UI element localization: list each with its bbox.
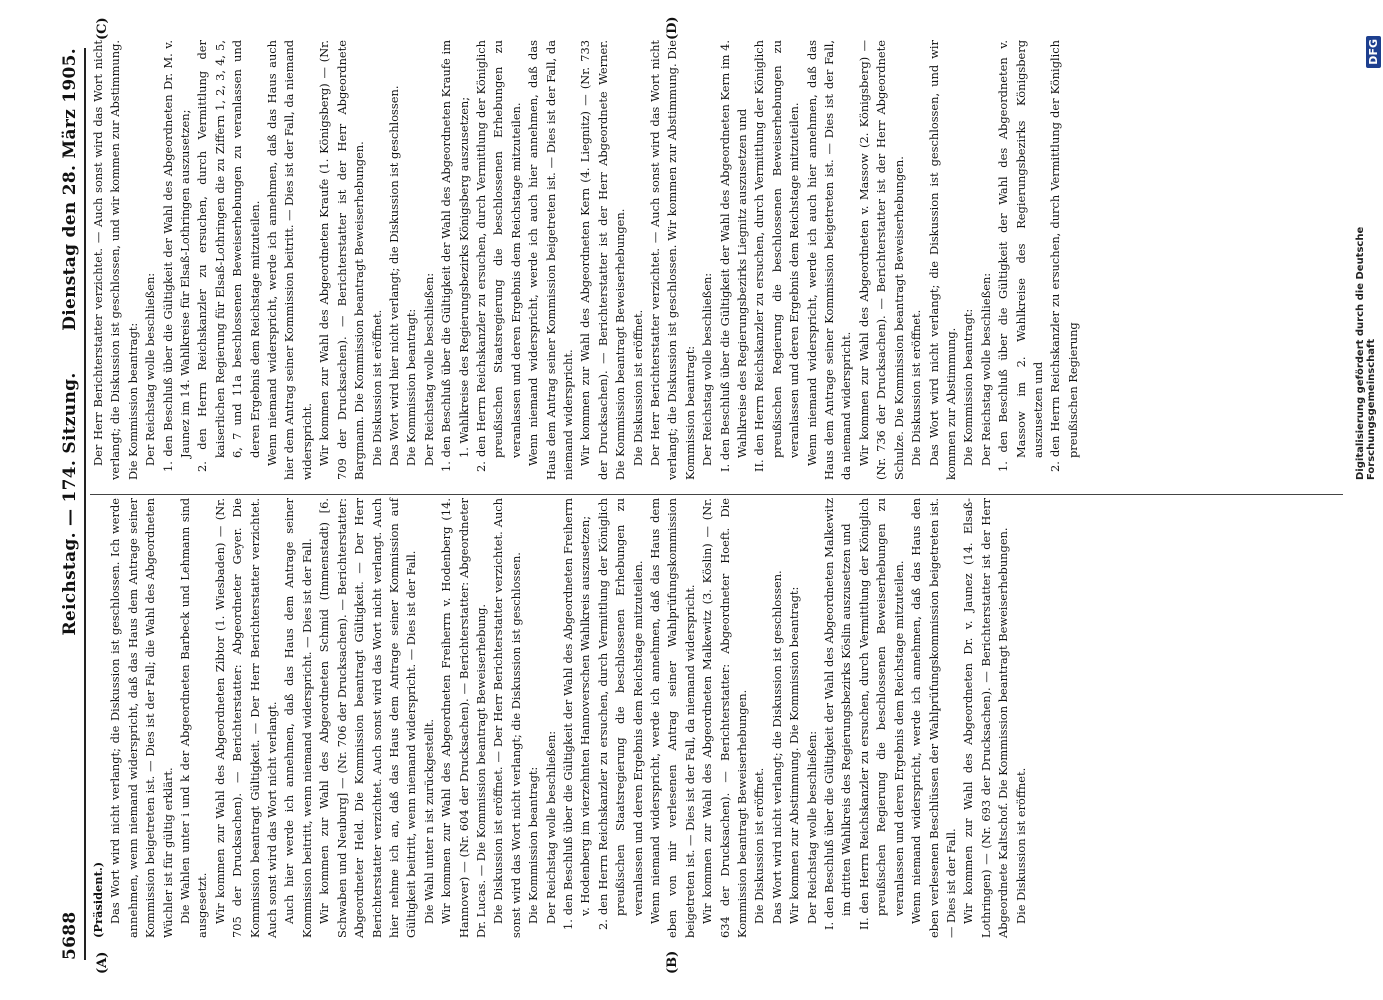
paragraph: Wenn niemand widerspricht, werde ich annehmen, daß das Haus auch hier dem Antrag seiner Kommission beitritt. — Dies ist der Fall, da niemand widerspricht.: [265, 40, 314, 480]
paragraph: Wenn niemand widerspricht, werde ich auch hier annehmen, daß das Haus dem Antrag seiner Kommission beigetreten ist. — Dies ist der Fall, da niemand widerspricht.: [526, 40, 575, 480]
list-item: I. den Beschluß über die Gültigkeit der Wahl des Abgeordneten Kern im 4. Wahlkreise des Regierungsbezirks Liegnitz auszusetzen und: [717, 40, 750, 472]
paragraph: Das Wort wird nicht verlangt; die Diskussion ist geschlossen, und wir kommen zur Abstimmung.: [926, 40, 958, 480]
paragraph: Wir kommen zur Wahl des Abgeordneten Schmid (Immenstadt) [6. Schwaben und Neuburg] — (Nr. 706 der Drucksachen). — Berichterstatter: Abgeordneter Held. Die Kommission beantragt Gültigkeit. — Der Herr Berichterstatter verzichtet. Auch sonst wird das Wort nicht verlangt. Auch hier nehme ich an, daß das Haus dem Antrage seiner Kommission auf Gültigkeit beitritt, wenn niemand widerspricht. — Dies ist der Fall.: [317, 498, 419, 938]
paragraph: Die Diskussion ist eröffnet. — Der Herr Berichterstatter verzichtet. Auch sonst wird das Wort nicht verlangt; die Diskussion ist geschlossen.: [491, 498, 523, 938]
paragraph: Die Diskussion ist eröffnet.: [630, 309, 645, 466]
page-number: 5688: [60, 911, 80, 960]
paragraph: Wir kommen zur Wahl des Abgeordneten Freiherrn v. Hodenberg (14. Hannover) — (Nr. 604 der Drucksachen). — Berichterstatter: Abgeordneter Dr. Lucas. — Die Kommission beantragt Beweiserhebung.: [439, 498, 488, 938]
paragraph: Die Diskussion ist eröffnet.: [1013, 767, 1028, 924]
paragraph: Der Reichstag wolle beschließen:: [804, 730, 819, 924]
speaker-label: (Präsident.): [91, 861, 105, 938]
paragraph: Der Reichstag wolle beschließen:: [978, 272, 993, 466]
list-item: II. den Herrn Reichskanzler zu ersuchen, durch Vermittlung der Königlich preußischen Regierung die beschlossenen Beweiserhebungen zu veranlassen und deren Ergebnis dem Reichstage mitzuteilen.: [752, 40, 802, 472]
margin-marker-b: (B): [665, 950, 680, 974]
paragraph: Die Wahlen unter i und k der Abgeordneten Barbeck und Lehmann sind ausgesetzt.: [178, 498, 210, 938]
paragraph: Die Kommission beantragt:: [526, 766, 541, 924]
paragraph: Wir kommen zur Wahl des Abgeordneten Kern (4. Liegnitz) — (Nr. 733 der Drucksachen). — Berichterstatter ist der Herr Abgeordnete Werner. Die Kommission beantragt Beweiserhebungen.: [578, 40, 628, 480]
paragraph: Wir kommen zur Wahl des Abgeordneten Malkewitz (3. Köslin) — (Nr. 634 der Drucksachen). — Berichterstatter: Abgeordneter Hoeft. Die Kommission beantragt Beweiserhebungen.: [700, 498, 750, 938]
list-item: 1. den Beschluß über die Gültigkeit der Wahl des Abgeordneten Freiherrn v. Hodenberg im vierzehnten Hannoverschen Wahlkreis auszusetzen;: [560, 498, 593, 930]
list-item: II. den Herrn Reichskanzler zu ersuchen, durch Vermittlung der Königlich preußischen Regierung die beschlossenen Beweiserhebungen zu veranlassen und deren Ergebnis dem Reichstage mitzuteilen.: [856, 498, 906, 930]
paragraph: Der Reichstag wolle beschließen:: [421, 272, 436, 466]
paragraph: Wir kommen zur Abstimmung. Die Kommission beantragt:: [787, 586, 802, 924]
paragraph: Das Wort wird nicht verlangt; die Diskussion ist geschlossen.: [769, 570, 784, 924]
paragraph: Die Diskussion ist eröffnet.: [909, 309, 924, 466]
paragraph: Der Reichstag wolle beschließen:: [143, 272, 158, 466]
column-divider: [90, 494, 1343, 495]
paragraph: Das Wort wird hier nicht verlangt; die Diskussion ist geschlossen.: [386, 85, 401, 466]
margin-marker-a: (A): [95, 951, 110, 974]
paragraph: Die Diskussion ist eröffnet.: [369, 309, 384, 466]
margin-marker-d: (D): [665, 16, 680, 40]
list-item: 2. den Herrn Reichskanzler zu ersuchen, durch Vermittlung der Königlich preußischen Staatsregierung die beschlossenen Erhebungen zu veranlassen und deren Ergebnis dem Reichstage mitzuteilen.: [595, 498, 645, 930]
paragraph: Die Kommission beantragt:: [961, 308, 976, 466]
footer-credit: Digitalisierung gefördert durch die Deutsche Forschungsgemeinschaft: [1355, 226, 1377, 480]
list-item: I. den Beschluß über die Gültigkeit der Wahl des Abgeordneten Malkewitz im dritten Wahlkreis des Regierungsbezirks Köslin auszusetzen und: [822, 498, 854, 930]
right-text-column: [90, 40, 1082, 480]
list-item: 1. den Beschluß über die Gültigkeit der Wahl des Abgeordneten Kraufe im 1. Wahlkreise des Regierungsbezirks Königsberg auszusetzen;: [439, 40, 471, 472]
paragraph: Wir kommen zur Wahl des Abgeordneten v. Massow (2. Königsberg) — (Nr. 736 der Drucksachen). — Berichterstatter ist der Herr Abgeordnete Schulze. Die Kommission beantragt Beweiserhebungen.: [856, 40, 906, 480]
paragraph: Der Reichstag wolle beschließen:: [700, 272, 715, 466]
list-item: 1. den Beschluß über die Gültigkeit der Wahl des Abgeordneten Dr. M. v. Jaunez im 14. Wahlkreise für Elsaß-Lothringen auszusetzen;: [160, 40, 193, 472]
list-item: 1. den Beschluß über die Gültigkeit der Wahl des Abgeordneten v. Massow im 2. Wahlkreise des Regierungsbezirks Königsberg auszusetzen und: [996, 40, 1045, 472]
paragraph: Der Reichstag wolle beschließen:: [543, 730, 558, 924]
dfg-logo: DFG: [1366, 36, 1381, 68]
running-title: Reichstag. — 174. Sitzung.: [60, 372, 80, 636]
header-rule: [84, 48, 86, 960]
paragraph: Wenn niemand widerspricht, werde ich annehmen, daß das Haus dem eben von mir verlesenen Antrag seiner Wahlprüfungskommission beigetreten ist. — Dies ist der Fall, da niemand widerspricht.: [648, 498, 697, 938]
paragraph: Die Wahl unter n ist zurückgestellt.: [421, 718, 436, 924]
paragraph: Das Wort wird nicht verlangt; die Diskussion ist geschlossen. Ich werde annehmen, wenn niemand widerspricht, daß das Haus dem Antrage seiner Kommission beigetreten ist. — Dies ist der Fall; die Wahl des Abgeordneten Wüchler ist für gültig erklärt.: [108, 498, 175, 938]
list-item: 2. den Herrn Reichskanzler zu ersuchen, durch Vermittlung der Königlich preußischen Regierung: [1048, 40, 1080, 472]
list-item: 2. den Herrn Reichskanzler zu ersuchen, durch Vermittlung der kaiserlichen Regierung für Elsaß-Lothringen die zu Ziffern 1, 2, 3, 4, 5, 6, 7 und 11a beschlossenen Beweiserhebungen zu veranlassen und deren Ergebnis dem Reichstage mitzuteilen.: [195, 40, 262, 472]
margin-marker-c: (C): [95, 17, 110, 40]
left-text-column: [90, 498, 1030, 938]
paragraph: Der Herr Berichterstatter verzichtet. — Auch sonst wird das Wort nicht verlangt; die Diskussion ist geschlossen. Wir kommen zur Abstimmung. Die Kommission beantragt:: [648, 40, 697, 480]
paragraph: Wir kommen zur Wahl des Abgeordneten Kraufe (1. Königsberg) — (Nr. 709 der Drucksachen). — Berichterstatter ist der Herr Abgeordnete Bargmann. Die Kommission beantragt Beweiserhebungen.: [317, 40, 367, 480]
paragraph: Der Herr Berichterstatter verzichtet. — Auch sonst wird das Wort nicht verlangt; die Diskussion ist geschlossen, und wir kommen zur Abstimmung. Die Kommission beantragt:: [91, 40, 140, 480]
paragraph: Die Diskussion ist eröffnet.: [752, 767, 767, 924]
paragraph: Wir kommen zur Wahl des Abgeordneten Dr. v. Jaunez (14. Elsaß-Lothringen) — (Nr. 693 der Drucksachen). — Berichterstatter ist der Herr Abgeordnete Kaltschof. Die Kommission beantragt Beweiserhebungen.: [961, 498, 1011, 938]
session-date: Dienstag den 28. März 1905.: [60, 48, 80, 331]
paragraph: Wenn niemand widerspricht, werde ich annehmen, daß das Haus den eben verlesenen Beschlüssen der Wahlprüfungskommission beigetreten ist. — Dies ist der Fall.: [909, 498, 958, 938]
paragraph: Wenn niemand widerspricht, werde ich auch hier annehmen, daß das Haus dem Antrage seiner Kommission beigetreten ist. — Dies ist der Fall, da niemand widerspricht.: [804, 40, 854, 480]
list-item: 2. den Herrn Reichskanzler zu ersuchen, durch Vermittlung der Königlich preußischen Staatsregierung die beschlossenen Erhebungen zu veranlassen und deren Ergebnis dem Reichstage mitzuteilen.: [473, 40, 523, 472]
paragraph: Auch hier werde ich annehmen, daß das Haus dem Antrage seiner Kommission beitritt, wenn niemand widerspricht. — Dies ist der Fall.: [282, 498, 314, 938]
paragraph: Wir kommen zur Wahl des Abgeordneten Zibtor (1. Wiesbaden) — (Nr. 705 der Drucksachen). — Berichterstatter: Abgeordneter Geyer. Die Kommission beantragt Gültigkeit. — Der Herr Berichterstatter verzichtet. Auch sonst wird das Wort nicht verlangt.: [212, 498, 280, 938]
paragraph: Die Kommission beantragt:: [404, 308, 419, 466]
